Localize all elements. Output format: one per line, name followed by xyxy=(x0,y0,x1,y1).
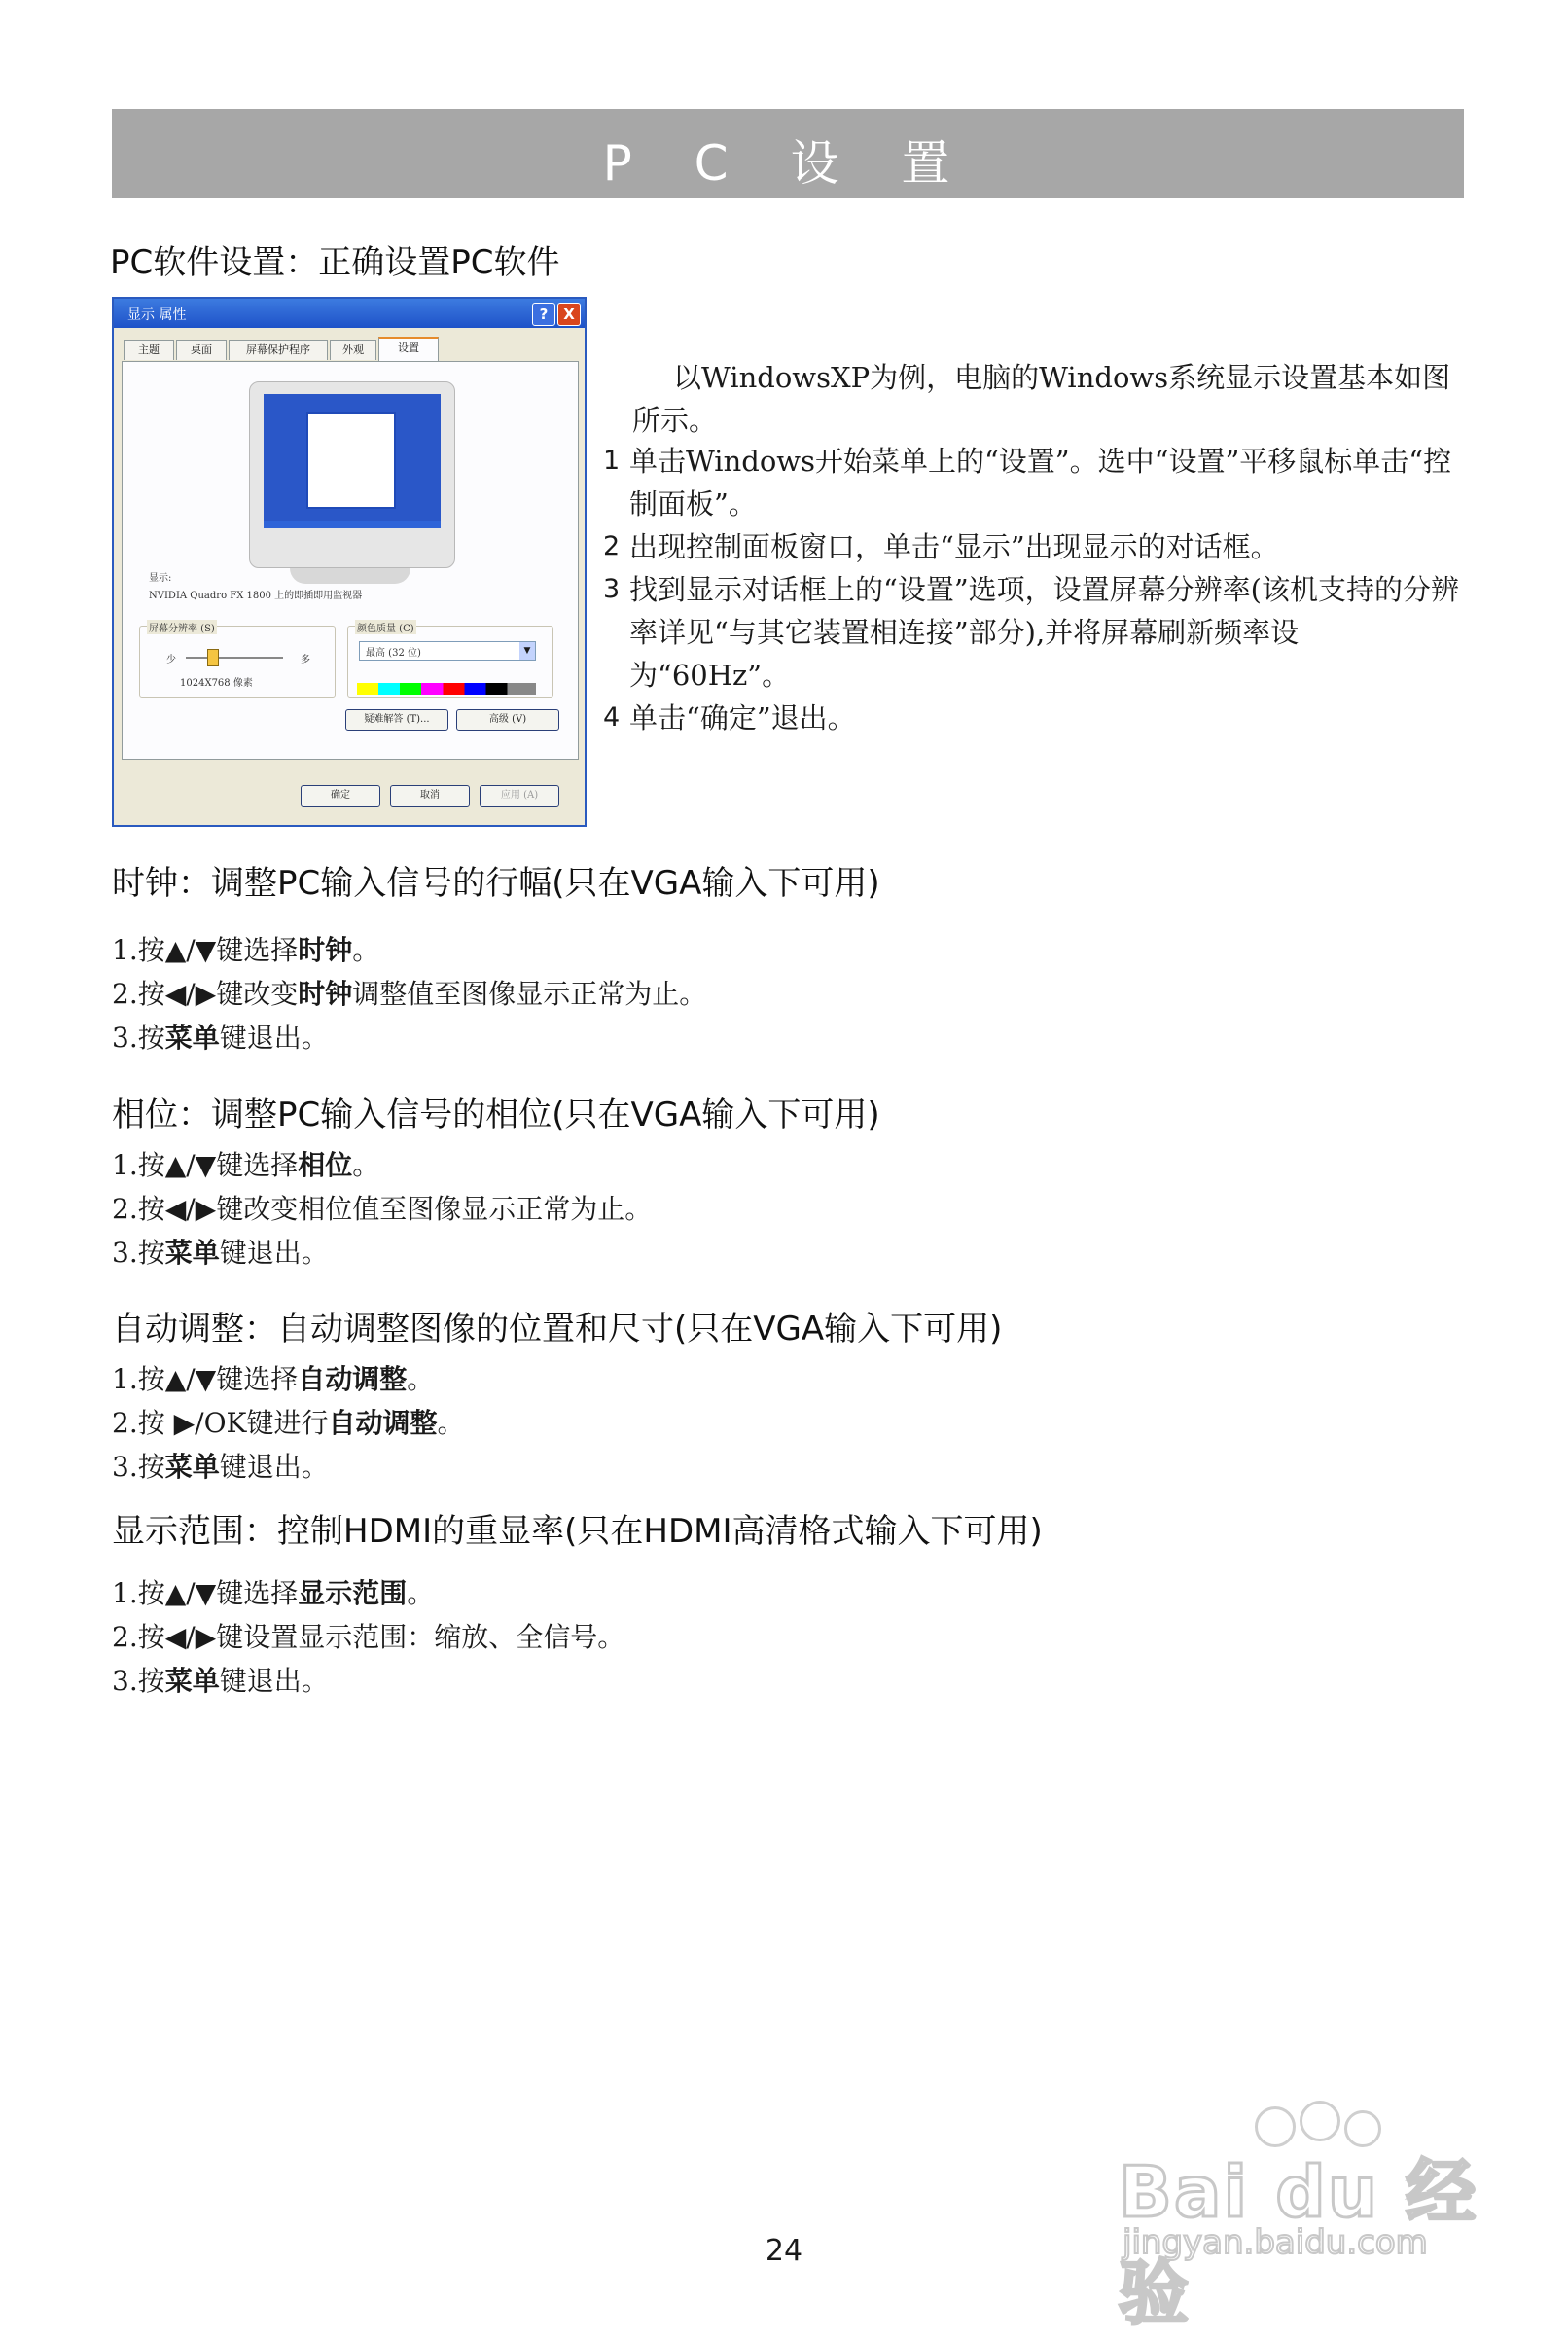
color-quality-value: 最高 (32 位) xyxy=(366,648,421,659)
phase-line-2: 2.按◀/▶键改变相位值至图像显示正常为止。 xyxy=(112,1193,653,1225)
advanced-button[interactable]: 高级 (V) xyxy=(456,709,559,731)
clock-line-3: 3.按菜单键退出。 xyxy=(112,1022,329,1054)
preview-taskbar xyxy=(264,521,441,528)
resolution-slider-thumb[interactable] xyxy=(207,649,219,666)
step-1 xyxy=(603,440,1459,525)
monitor-screen xyxy=(264,394,441,528)
range-line-1: 1.按▲/▼键选择显示范围。 xyxy=(112,1577,435,1609)
range-line-3: 3.按菜单键退出。 xyxy=(112,1665,329,1697)
display-value: NVIDIA Quadro FX 1800 上的即插即用监视器 xyxy=(149,591,363,601)
resolution-value: 1024X768 像素 xyxy=(180,678,253,689)
color-quality-select[interactable] xyxy=(359,641,536,661)
step-number: 3 xyxy=(603,574,621,604)
display-label: 显示: xyxy=(149,573,172,584)
step-4 xyxy=(603,697,1459,739)
ok-button[interactable]: 确定 xyxy=(301,785,380,807)
step-text: 单击Windows开始菜单上的“设置”。选中“设置”平移鼠标单击“控制面板”。 xyxy=(629,445,1452,521)
tab-screensaver[interactable]: 屏幕保护程序 xyxy=(229,340,328,360)
title-banner xyxy=(112,109,1464,198)
apply-button[interactable]: 应用 (A) xyxy=(480,785,559,807)
watermark-url: jingyan.baidu.com xyxy=(1123,2223,1428,2262)
help-icon[interactable]: ? xyxy=(532,303,555,326)
tab-appearance[interactable]: 外观 xyxy=(330,340,376,360)
settings-panel xyxy=(122,361,579,760)
clock-line-2: 2.按◀/▶键改变时钟调整值至图像显示正常为止。 xyxy=(112,978,707,1010)
clock-heading: 时钟：调整PC输入信号的行幅(只在VGA输入下可用) xyxy=(112,864,880,903)
troubleshoot-button[interactable]: 疑难解答 (T)... xyxy=(345,709,448,731)
auto-line-3: 3.按菜单键退出。 xyxy=(112,1451,329,1483)
resolution-slider-track[interactable] xyxy=(186,657,283,659)
monitor-stand xyxy=(290,568,410,584)
close-icon[interactable]: X xyxy=(557,303,581,326)
phase-line-1: 1.按▲/▼键选择相位。 xyxy=(112,1149,380,1181)
cancel-button[interactable]: 取消 xyxy=(390,785,470,807)
display-properties-dialog xyxy=(112,297,587,827)
dialog-title: 显示 属性 xyxy=(127,307,187,323)
clock-line-1: 1.按▲/▼键选择时钟。 xyxy=(112,934,380,966)
step-text: 找到显示对话框上的“设置”选项，设置屏幕分辨率(该机支持的分辨率详见“与其它装置相连接”部分),并将屏幕刷新频率设为“60Hz”。 xyxy=(629,573,1459,692)
auto-line-2: 2.按 ▶/OK键进行自动调整。 xyxy=(112,1407,465,1439)
step-number: 1 xyxy=(603,446,621,476)
monitor-preview xyxy=(249,381,455,568)
display-range-heading: 显示范围：控制HDMI的重显率(只在HDMI高清格式输入下可用) xyxy=(112,1512,1043,1551)
step-3 xyxy=(603,568,1459,697)
step-text: 出现控制面板窗口，单击“显示”出现显示的对话框。 xyxy=(629,530,1279,563)
phase-line-3: 3.按菜单键退出。 xyxy=(112,1237,329,1269)
tab-desktop[interactable]: 桌面 xyxy=(176,340,227,360)
resolution-more-label: 多 xyxy=(301,655,310,665)
tab-settings[interactable]: 设置 xyxy=(378,337,439,362)
auto-line-1: 1.按▲/▼键选择自动调整。 xyxy=(112,1363,435,1395)
dialog-titlebar xyxy=(114,299,585,328)
color-strip xyxy=(357,683,536,695)
resolution-less-label: 少 xyxy=(166,655,176,665)
step-number: 2 xyxy=(603,531,621,561)
color-quality-label: 颜色质量 (C) xyxy=(355,620,416,634)
preview-window xyxy=(306,412,396,509)
auto-adjust-heading: 自动调整：自动调整图像的位置和尺寸(只在VGA输入下可用) xyxy=(112,1310,1003,1349)
resolution-label: 屏幕分辨率 (S) xyxy=(147,620,217,634)
step-text: 单击“确定”退出。 xyxy=(629,701,856,735)
step-2 xyxy=(603,525,1459,568)
watermark-brand: Bai du 经验 xyxy=(1119,2151,1479,2334)
step-number: 4 xyxy=(603,702,621,733)
tab-theme[interactable]: 主题 xyxy=(124,340,174,360)
range-line-2: 2.按◀/▶键设置显示范围：缩放、全信号。 xyxy=(112,1621,625,1653)
chevron-down-icon[interactable]: ▼ xyxy=(519,642,535,660)
phase-heading: 相位：调整PC输入信号的相位(只在VGA输入下可用) xyxy=(112,1096,880,1134)
page-title: P C 设 置 xyxy=(602,135,974,192)
pc-settings-heading: PC软件设置：正确设置PC软件 xyxy=(110,243,560,282)
intro-text: 以WindowsXP为例，电脑的Windows系统显示设置基本如图所示。 xyxy=(632,361,1451,437)
page-number: 24 xyxy=(765,2234,803,2268)
